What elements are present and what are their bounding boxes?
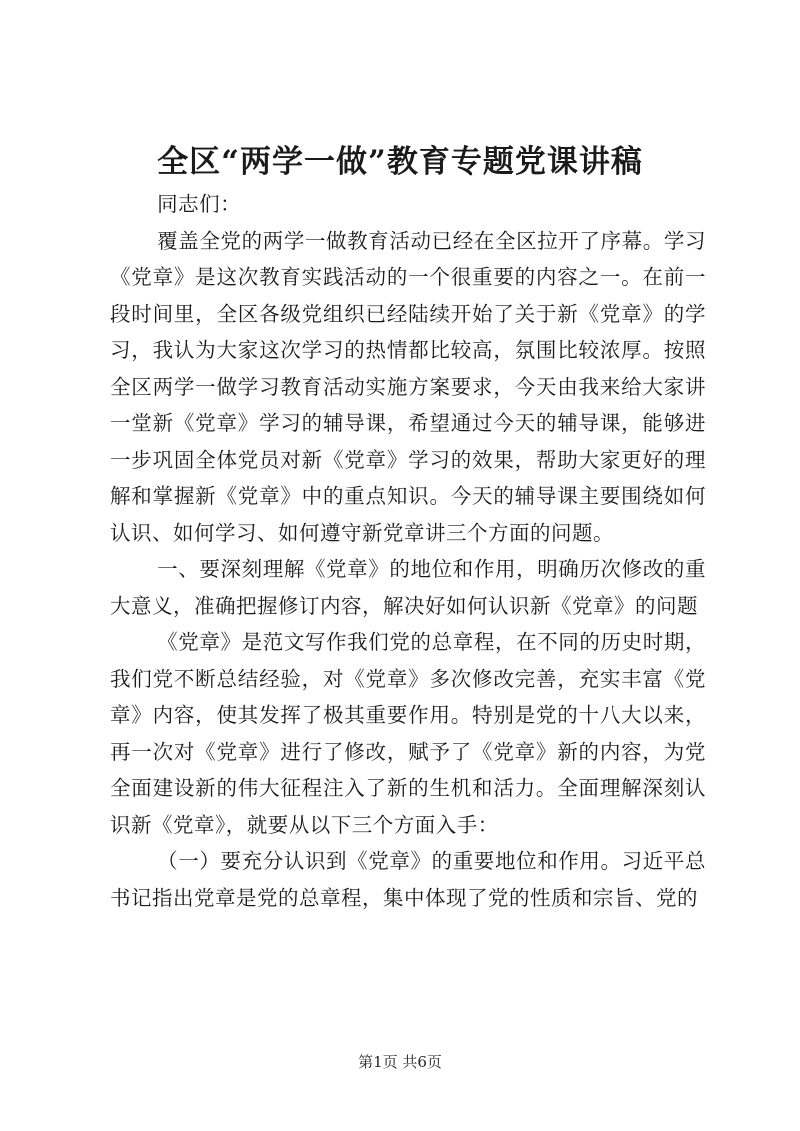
section-heading-1: 一、要深刻理解《党章》的地位和作用，明确历次修改的重大意义，准确把握修订内容，解决好如何认识新《党章》的问题 (110, 557, 706, 618)
page-indicator: 第1页 共6页 (358, 1053, 442, 1071)
document-title: 全区“两学一做”教育专题党课讲稿 (157, 144, 643, 180)
document-body (110, 186, 706, 916)
subsection-heading-1: （一）要充分认识到《党章》的重要地位和作用。习近平总书记指出党章是党的总章程，集中体现了党的性质和宗旨、党的 (110, 849, 706, 910)
paragraph-intro: 覆盖全党的两学一做教育活动已经在全区拉开了序幕。学习《党章》是这次教育实践活动的一个很重要的内容之一。在前一段时间里，全区各级党组织已经陆续开始了关于新《党章》的学习，我认为大家这次学习的热情都比较高，氛围比较浓厚。按照全区两学一做学习教育活动实施方案要求，今天由我来给大家讲一堂新《党章》学习的辅导课，希望通过今天的辅导课，能够进一步巩固全体党员对新《党章》学习的效果，帮助大家更好的理解和掌握新《党章》中的重点知识。今天的辅导课主要围绕如何认识、如何学习、如何遵守新党章讲三个方面的问题。 (110, 228, 706, 545)
page-footer (0, 1052, 800, 1072)
salutation: 同志们： (157, 192, 242, 216)
paragraph-section-1: 《党章》是范文写作我们党的总章程，在不同的历史时期，我们党不断总结经验，对《党章》多次修改完善，充实丰富《党章》内容，使其发挥了极其重要作用。特别是党的十八大以来，再一次对《党章》进行了修改，赋予了《党章》新的内容，为党全面建设新的伟大征程注入了新的生机和活力。全面理解深刻认识新《党章》，就要从以下三个方面入手： (110, 630, 706, 837)
